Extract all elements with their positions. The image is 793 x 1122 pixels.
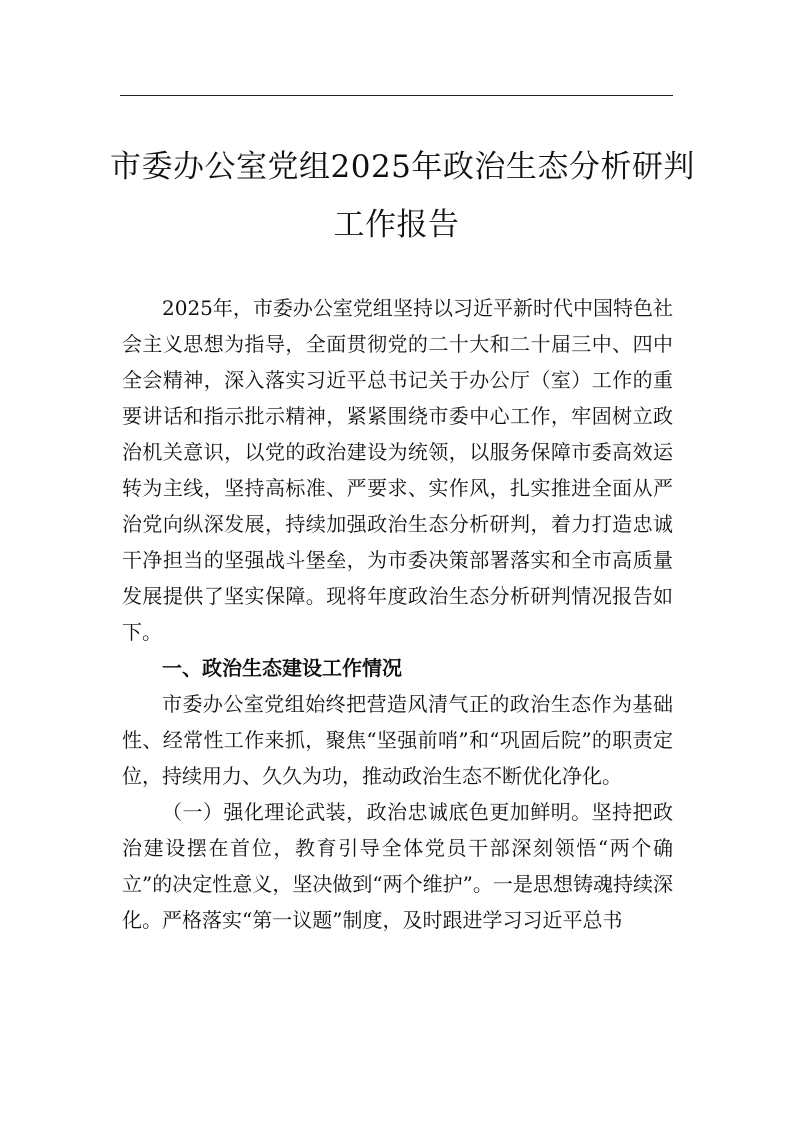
subsection-1-paragraph: （一）强化理论武装，政治忠诚底色更加鲜明。坚持把政治建设摆在首位，教育引导全体党员干部深刻领悟“两个确立”的决定性意义，坚决做到“两个维护”。一是思想铸魂持续深化。严格落实“第一议题”制度，及时跟进学习习近平总书 — [122, 800, 673, 932]
document-title — [110, 138, 695, 254]
section-1-paragraph: 市委办公室党组始终把营造风清气正的政治生态作为基础性、经常性工作来抓，聚焦“坚强前哨”和“巩固后院”的职责定位，持续用力、久久为功，推动政治生态不断优化净化。 — [122, 692, 673, 788]
title-line-2: 工作报告 — [333, 207, 460, 243]
header-rule — [120, 95, 673, 96]
intro-paragraph: 2025年，市委办公室党组坚持以习近平新时代中国特色社会主义思想为指导，全面贯彻党的二十大和二十届三中、四中全会精神，深入落实习近平总书记关于办公厅（室）工作的重要讲话和指示批示精神，紧紧围绕市委中心工作，牢固树立政治机关意识，以党的政治建设为统领，以服务保障市委高效运转为主线，坚持高标准、严要求、实作风，扎实推进全面从严治党向纵深发展，持续加强政治生态分析研判，着力打造忠诚干净担当的坚强战斗堡垒，为市委决策部署落实和全市高质量发展提供了坚实保障。现将年度政治生态分析研判情况报告如下。 — [122, 296, 673, 644]
document-body — [122, 290, 673, 938]
section-heading-1: 一、政治生态建设工作情况 — [162, 656, 402, 680]
title-line-1: 市委办公室党组2025年政治生态分析研判 — [110, 149, 695, 185]
